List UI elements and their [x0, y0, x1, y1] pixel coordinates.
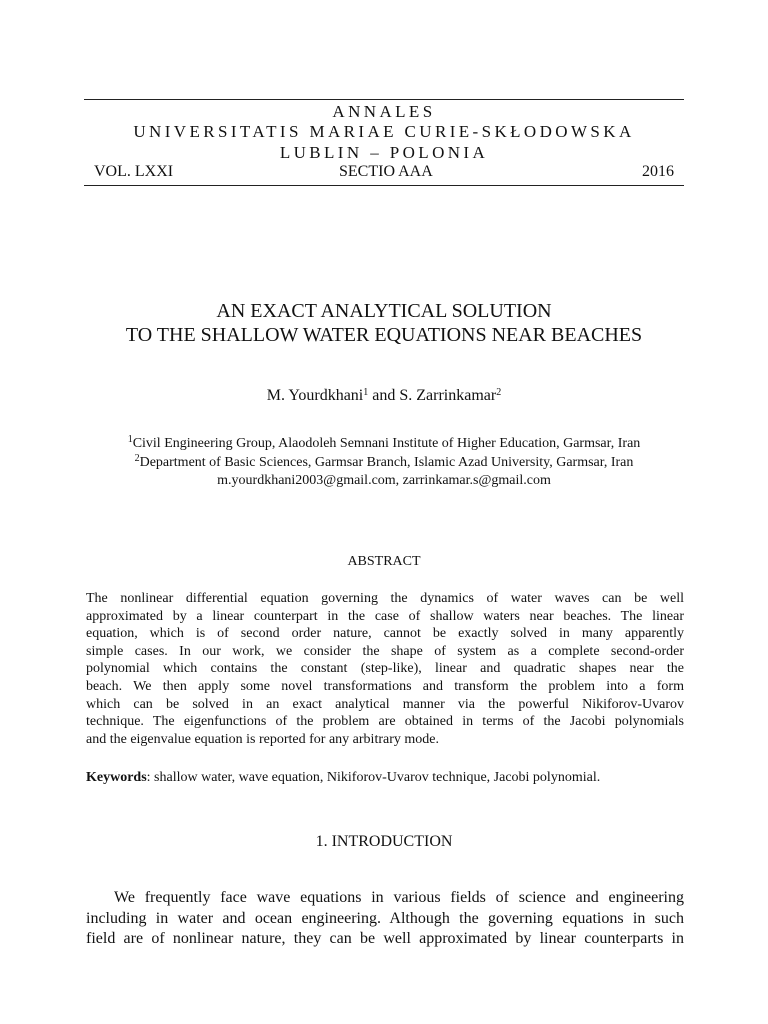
introduction-body: [86, 888, 684, 950]
abstract-line: technique. The eigenfunctions of the problem are obtained in terms of the Jacobi polynomials: [86, 714, 684, 730]
paper-title-line1: AN EXACT ANALYTICAL SOLUTION: [216, 300, 552, 322]
affiliation-2: [84, 453, 684, 472]
affiliation-text: Civil Engineering Group, Alaodoleh Semnani Institute of Higher Education, Garmsar, Iran: [132, 436, 641, 451]
affiliation-mark: 2: [134, 453, 140, 464]
author-conjunction: and: [368, 387, 400, 404]
abstract-line: approximated by a linear counterpart in the case of shallow waters near beaches. The linear: [86, 608, 684, 624]
header-bottom-rule: [84, 185, 684, 186]
paper-title-line2: TO THE SHALLOW WATER EQUATIONS NEAR BEACHES: [125, 324, 643, 346]
author-name: S. Zarrinkamar: [399, 387, 497, 404]
keywords-label: Keywords: [86, 770, 147, 785]
body-line: including in water and ocean engineering. Although the governing equations in such: [86, 909, 684, 927]
abstract-line: equation, which is of second order nature, cannot be exactly solved in many apparently: [86, 626, 684, 642]
section-label: SECTIO AAA: [339, 163, 433, 180]
abstract-line: and the eigenvalue equation is reported for any arbitrary mode.: [86, 731, 439, 747]
affiliation-1: [84, 434, 684, 453]
affiliation-mark: 1: [127, 434, 133, 445]
abstract-line: polynomial which contains the constant (step-like), linear and quadratic shapes near the: [86, 661, 684, 677]
author-emails: m.yourdkhani2003@gmail.com, zarrinkamar.s@gmail.com: [217, 473, 551, 488]
body-line: field are of nonlinear nature, they can be well approximated by linear counterparts in: [86, 930, 684, 947]
journal-location: LUBLIN – POLONIA: [279, 143, 489, 162]
journal-name-line2: UNIVERSITATIS MARIAE CURIE-SKŁODOWSKA: [133, 122, 635, 141]
abstract-body: [86, 590, 684, 748]
affiliation-text: Department of Basic Sciences, Garmsar Branch, Islamic Azad University, Garmsar, Iran: [139, 455, 634, 470]
body-line: We frequently face wave equations in various fields of science and engineering: [114, 889, 684, 906]
abstract-line: which can be solved in an exact analytical manner via the powerful Nikiforov-Uvarov: [86, 696, 684, 712]
section-heading-introduction: 1. INTRODUCTION: [315, 833, 453, 850]
author-affiliation-mark: 1: [363, 387, 369, 398]
publication-year: 2016: [642, 163, 674, 180]
abstract-line: beach. We then apply some novel transformations and transform the problem into a form: [86, 678, 684, 694]
abstract-line: simple cases. In our work, we consider the shape of system as a complete second-order: [86, 643, 684, 659]
volume-number: VOL. LXXI: [94, 163, 174, 180]
keywords: [86, 769, 684, 787]
author-name: M. Yourdkhani: [266, 387, 364, 404]
abstract-line: The nonlinear differential equation governing the dynamics of water waves can be well: [86, 591, 684, 606]
header-top-rule: [84, 99, 684, 100]
journal-name-line1: ANNALES: [332, 102, 436, 121]
author-affiliation-mark: 2: [496, 387, 502, 398]
author-list: [84, 387, 684, 405]
abstract-heading: ABSTRACT: [347, 554, 421, 569]
keywords-text: : shallow water, wave equation, Nikiforov-Uvarov technique, Jacobi polynomial.: [146, 770, 601, 785]
